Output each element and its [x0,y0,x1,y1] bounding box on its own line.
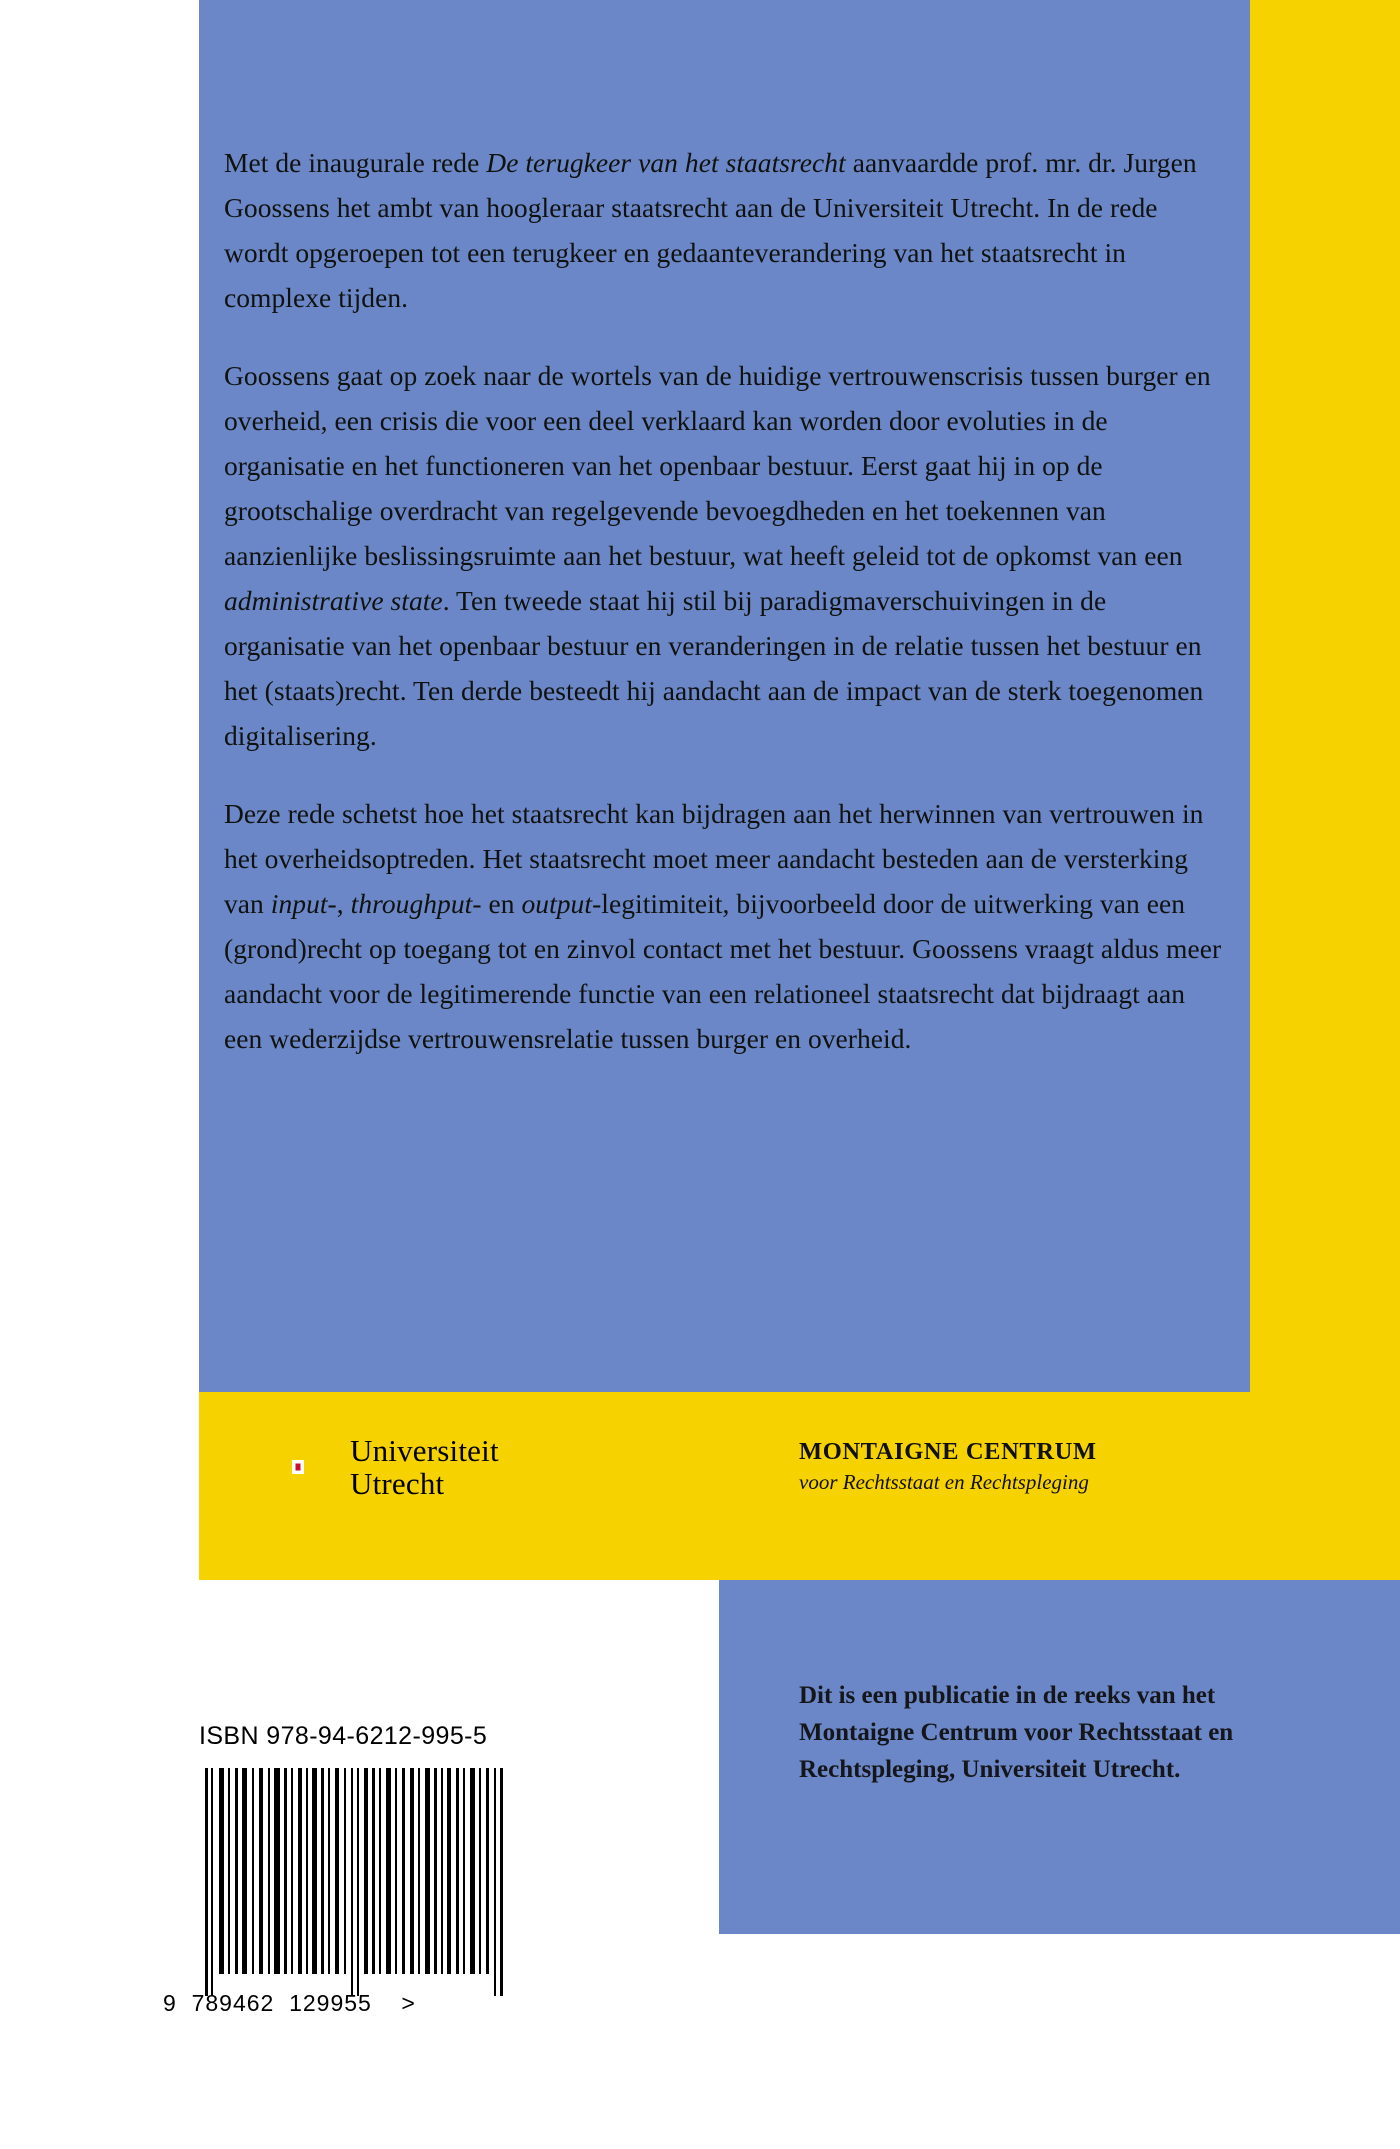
universiteit-utrecht-wordmark [350,1434,499,1500]
isbn-label: ISBN 978-94-6212-995-5 [199,1722,488,1750]
montaigne-title: MONTAIGNE CENTRUM [799,1438,1097,1465]
blurb-paragraph-1 [224,140,1226,320]
ean13-barcode [199,1768,527,1996]
barcode-digits: 9 789462 129955 > [163,1990,416,2016]
blurb-p3-text-d: -legitimiteit, bijvoorbeeld door de uitwerking van een (grond)recht op toegang tot en zinvol contact met het bestuur. Goossens vraagt aldus meer aandacht voor de legitimerende functie van een relationeel staatsrecht dat bijdraagt aan een wederzijdse vertrouwensrelatie tussen burger en overheid. [224,888,1222,1054]
universiteit-utrecht-logo [262,1422,552,1512]
blurb-p1-text-b: aanvaardde prof. mr. dr. Jurgen Goossens het ambt van hoogleraar staatsrecht aan de Universiteit Utrecht. In de rede wordt opgeroepen tot een terugkeer en gedaanteverandering van het staatsrecht in complexe tijden. [224,147,1197,313]
blurb-p2-text-a: Goossens gaat op zoek naar de wortels van de huidige vertrouwenscrisis tussen burger en overheid, een crisis die voor een deel verklaard kan worden door evoluties in de organisatie en het functioneren van het openbaar bestuur. Eerst gaat hij in op de grootschalige overdracht van regelgevende bevoegdheden en het toekennen van aanzienlijke beslissingsruimte aan het bestuur, wat heeft geleid tot de opkomst van een [224,360,1211,571]
montaigne-subtitle: voor Rechtsstaat en Rechtspleging [799,1470,1089,1494]
wordmark-line-1: Universiteit [350,1433,499,1468]
blurb-p1-title-italic: De terugkeer van het staatsrecht [486,147,846,178]
blurb-p2-italic: administrative state [224,585,443,616]
blurb-p3-italic-input: input- [270,888,337,919]
blurb-p3-text-b: , [336,888,351,919]
series-note: Dit is een publicatie in de reeks van het Montaigne Centrum voor Rechtsstaat en Rechtspleging, Universiteit Utrecht. [799,1682,1234,1783]
blurb-p2-text-b: . Ten tweede staat hij stil bij paradigmaverschuivingen in de organisatie van het openbaar bestuur en veranderingen in de relatie tussen het bestuur en het (staats)recht. Ten derde besteedt hij aandacht aan de impact van de sterk toegenomen digitalisering. [224,585,1204,751]
blurb-p1-text-a: Met de inaugurale rede [224,147,487,178]
blurb-paragraph-2 [224,353,1226,758]
back-cover-blurb [224,140,1226,1061]
blurb-paragraph-3 [224,791,1226,1061]
montaigne-centrum-logo [799,1438,1219,1495]
blurb-p3-italic-throughput: throughput- [350,888,482,919]
blurb-p3-italic-output: output [521,888,593,919]
wordmark-line-2: Utrecht [350,1466,445,1501]
utrecht-sun-icon [262,1431,334,1503]
blurb-p3-text-a: Deze rede schetst hoe het staatsrecht kan bijdragen aan het herwinnen van vertrouwen in het overheidsoptreden. Het staatsrecht moet meer aandacht besteden aan de versterking van [224,798,1204,919]
blurb-p3-text-c: en [481,888,522,919]
